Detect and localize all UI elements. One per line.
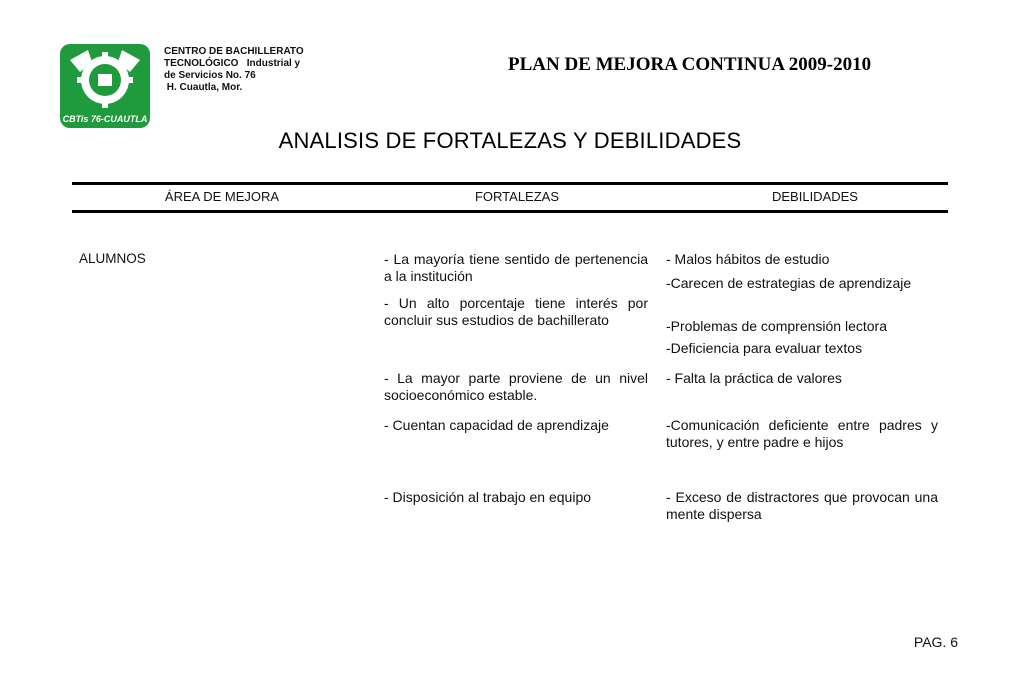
plan-title: PLAN DE MEJORA CONTINUA 2009-2010: [508, 54, 872, 75]
fortaleza-item: - Cuentan capacidad de aprendizaje: [384, 417, 609, 433]
school-info: [164, 46, 304, 94]
debilidad-item: -Carecen de estrategias de aprendizaje: [666, 275, 912, 291]
column-header-area: ÁREA DE MEJORA: [164, 189, 280, 204]
debilidad-item: -Comunicación deficiente entre padres y tutores, y entre padre e hijos: [666, 417, 938, 450]
page-title: ANALISIS DE FORTALEZAS Y DEBILIDADES: [278, 128, 742, 153]
table-header-rule: [72, 210, 948, 213]
table-top-rule: [72, 182, 948, 185]
school-line: CENTRO DE BACHILLERATO: [164, 46, 304, 57]
school-logo: [58, 42, 152, 130]
fortaleza-item: - La mayor parte proviene de un nivel socioeconómico estable.: [384, 370, 648, 403]
logo-text: CBTis 76-CUAUTLA: [62, 114, 148, 124]
fortaleza-item: - Un alto porcentaje tiene interés por concluir sus estudios de bachillerato: [384, 295, 648, 328]
column-header-debilidades: DEBILIDADES: [772, 189, 858, 204]
school-line: TECNOLÓGICO Industrial y: [164, 58, 301, 69]
fortaleza-item: - La mayoría tiene sentido de pertenencia a la institución: [384, 251, 648, 284]
column-header-fortalezas: FORTALEZAS: [474, 189, 560, 204]
fortaleza-item: - Disposición al trabajo en equipo: [384, 489, 592, 505]
debilidad-item: - Exceso de distractores que provocan una mente dispersa: [666, 489, 938, 522]
page-number: PAG. 6: [913, 634, 958, 650]
debilidad-item: - Malos hábitos de estudio: [666, 251, 830, 267]
school-line: H. Cuautla, Mor.: [164, 82, 243, 93]
area-label: ALUMNOS: [79, 251, 146, 266]
school-line: de Servicios No. 76: [164, 70, 256, 81]
debilidad-item: -Deficiencia para evaluar textos: [666, 340, 863, 356]
debilidad-item: -Problemas de comprensión lectora: [666, 318, 887, 334]
debilidad-item: - Falta la práctica de valores: [666, 370, 842, 386]
